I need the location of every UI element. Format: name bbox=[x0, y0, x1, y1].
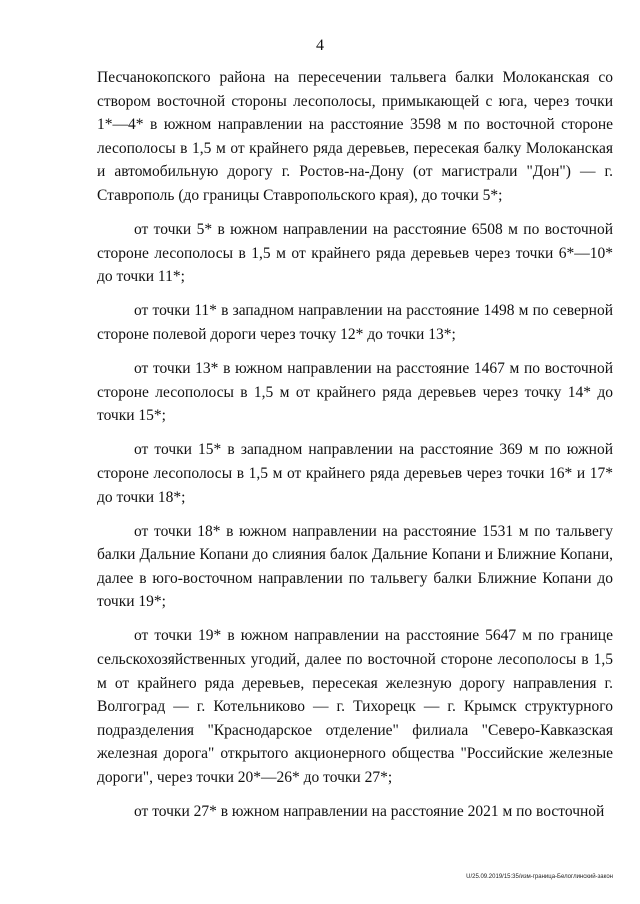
footer-stamp: U/25.09.2019/15:35/изм-граница-Белоглинский-закон bbox=[466, 874, 613, 880]
paragraph-point-5: от точки 5* в южном направлении на расстояние 6508 м по восточной стороне лесополосы в 1,5 м от крайнего ряда деревьев через точки 6*—10* до точки 11*; bbox=[97, 221, 613, 286]
paragraph-point-15: от точки 15* в западном направлении на расстояние 369 м по южной стороне лесополосы в 1,5 м от крайнего ряда деревьев через точки 16* и 17* до точки 18*; bbox=[97, 441, 613, 506]
paragraph-point-19: от точки 19* в южном направлении на расстояние 5647 м по границе сельскохозяйственных угодий, далее по восточной стороне лесополосы в 1,5 м от крайнего ряда деревьев, пересекая железную дорогу направления г. Волгоград — г. Котельниково — г. Тихорецк — г. Крымск структурного подразделения "Краснодарское отделение" филиала "Северо-Кавказская железная дорога" открытого акционерного общества "Российские железные дороги", через точки 20*—26* до точки 27*; bbox=[97, 627, 613, 787]
paragraph-point-18: от точки 18* в южном направлении на расстояние 1531 м по тальвегу балки Дальние Копани до слияния балок Дальние Копани и Ближние Копани, далее в юго-восточном направлении по тальвегу балки Ближние Копани до точки 19*; bbox=[97, 522, 613, 611]
paragraph-point-27: от точки 27* в южном направлении на расстояние 2021 м по восточной bbox=[134, 803, 605, 821]
document-body bbox=[97, 66, 613, 834]
paragraph-continuation: Песчанокопского района на пересечении тальвега балки Молоканская со створом восточной стороны лесополосы, примыкающей с юга, через точки 1*—4* в южном направлении на расстояние 3598 м по восточной стороне лесополосы в 1,5 м от крайнего ряда деревьев, пересекая балку Молоканская и автомобильную дорогу г. Ростов-на-Дону (от магистрали "Дон") — г. Ставрополь (до границы Ставропольского края), до точки 5*; bbox=[97, 69, 613, 204]
paragraph-point-11: от точки 11* в западном направлении на расстояние 1498 м по северной стороне полевой дороги через точку 12* до точки 13*; bbox=[97, 302, 613, 343]
paragraph-point-13: от точки 13* в южном направлении на расстояние 1467 м по восточной стороне лесополосы в 1,5 м от крайнего ряда деревьев через точку 14* до точки 15*; bbox=[97, 360, 613, 425]
page-number: 4 bbox=[316, 37, 324, 54]
